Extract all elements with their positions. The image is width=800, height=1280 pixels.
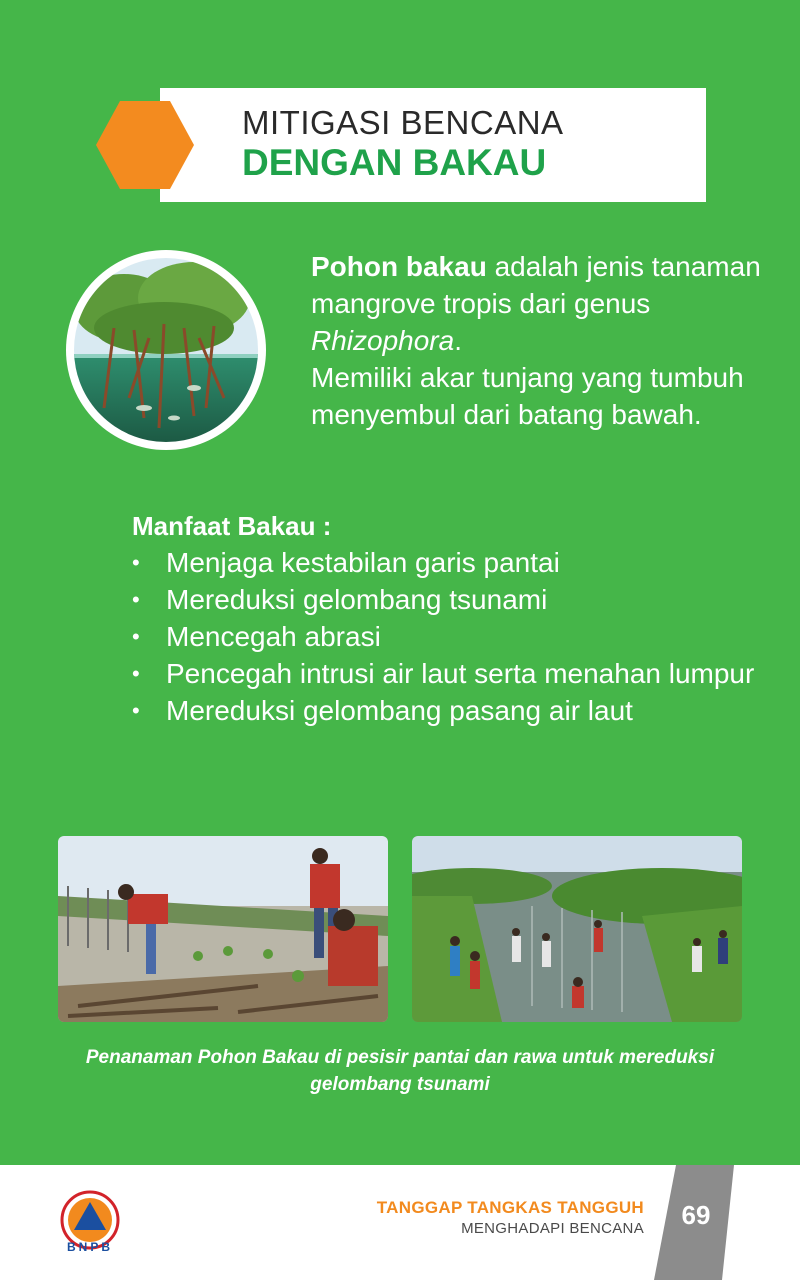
benefit-item: • Pencegah intrusi air laut serta menahan lumpur — [132, 655, 772, 692]
benefit-item: • Mencegah abrasi — [132, 618, 772, 655]
planting-photo-left-image — [58, 836, 388, 1022]
planting-photo-right — [412, 836, 742, 1022]
footer-slogan — [377, 1198, 644, 1237]
intro-paragraph — [311, 248, 771, 433]
footer-line1: TANGGAP TANGKAS TANGGUH — [376, 1198, 644, 1217]
photo-caption: Penanaman Pohon Bakau di pesisir pantai dan rawa untuk mereduksi gelombang tsunami — [85, 1047, 715, 1095]
benefit-item: • Menjaga kestabilan garis pantai — [132, 544, 772, 581]
intro-bold-term: Pohon bakau — [311, 251, 487, 282]
hexagon-icon — [96, 101, 194, 189]
intro-text-3: Memiliki akar tunjang yang tumbuh menyembul dari batang bawah. — [311, 362, 744, 430]
benefits-list — [132, 544, 772, 729]
mangrove-photo — [74, 258, 258, 442]
benefit-item: • Mereduksi gelombang tsunami — [132, 581, 772, 618]
planting-photo-left — [58, 836, 388, 1022]
logo-text: BNPB — [66, 1240, 113, 1254]
intro-italic-term: Rhizophora — [311, 325, 455, 356]
mangrove-photo-circle — [66, 250, 266, 450]
benefits-section — [132, 508, 772, 729]
page-title-line1: MITIGASI BENCANA — [242, 104, 564, 141]
intro-text-1: adalah jenis tanaman mangrove tropis dari genus — [311, 251, 761, 319]
page-title-line2: DENGAN BAKAU — [242, 142, 547, 183]
footer-line2: MENGHADAPI BENCANA — [461, 1220, 644, 1237]
benefit-item: • Mereduksi gelombang pasang air laut — [132, 692, 772, 729]
page-number: 69 — [681, 1200, 711, 1230]
planting-photo-right-image — [412, 836, 742, 1022]
intro-text-2: . — [454, 325, 462, 356]
benefits-heading: Manfaat Bakau : — [132, 511, 332, 541]
